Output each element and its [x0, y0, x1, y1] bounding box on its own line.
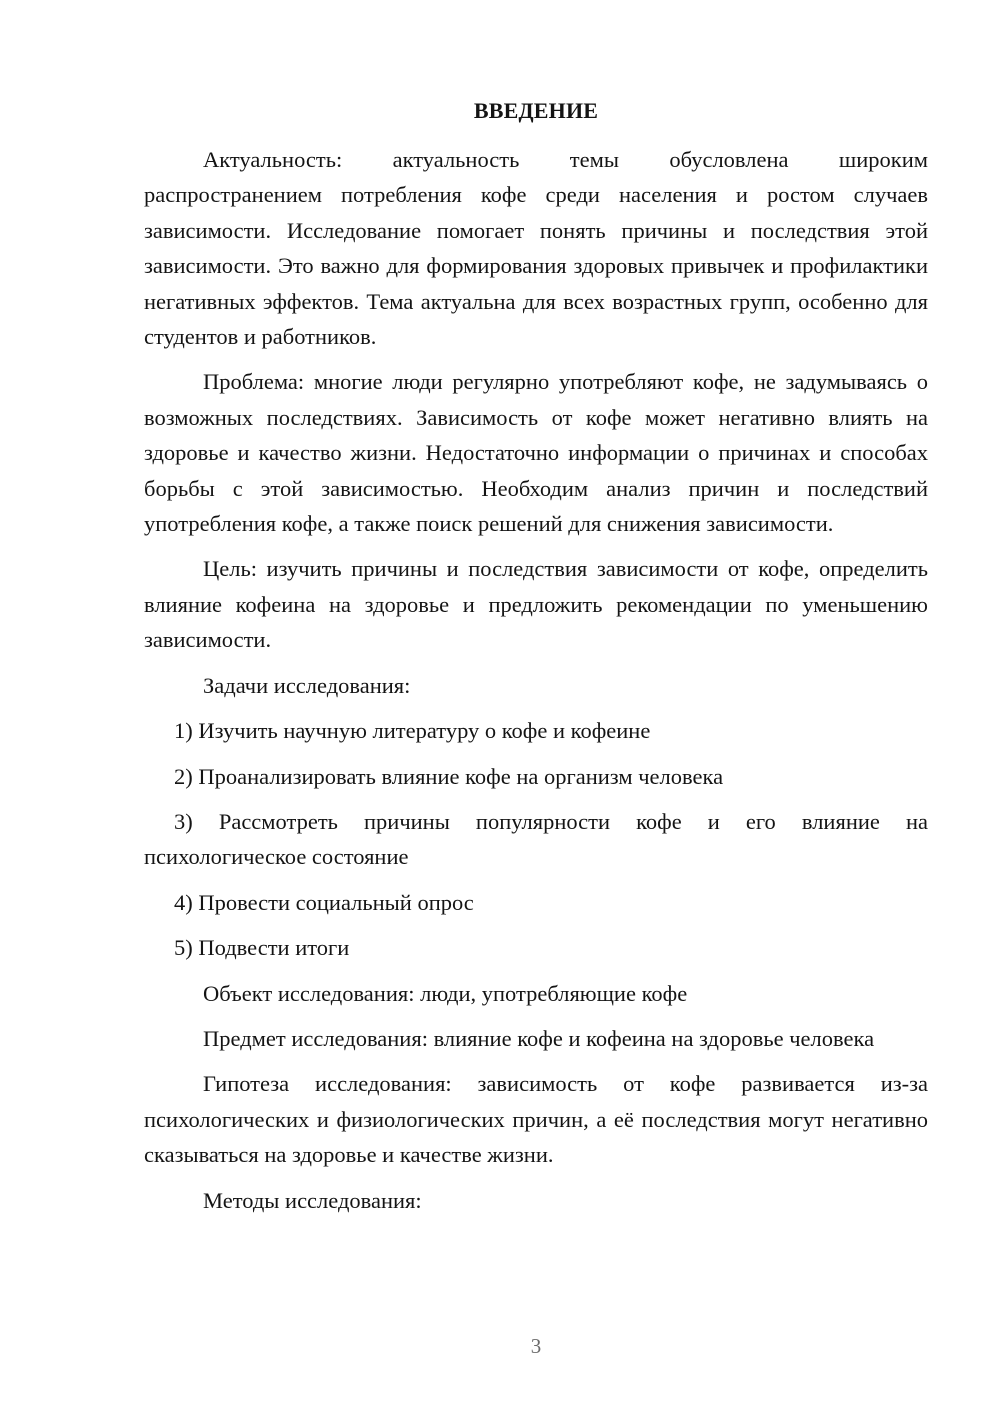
tasks-title: Задачи исследования:: [203, 672, 411, 698]
task-item-4: 4) Провести социальный опрос: [174, 889, 474, 915]
document-body: [144, 142, 928, 1218]
paragraph-subject: Предмет исследования: влияние кофе и кофеина на здоровье человека: [203, 1025, 875, 1051]
page-number: 3: [530, 1334, 542, 1358]
methods-title: Методы исследования:: [203, 1187, 422, 1213]
page-title: ВВЕДЕНИЕ: [473, 98, 599, 123]
paragraph-goal: Цель: изучить причины и последствия зависимости от кофе, определить влияние кофеина на здоровье и предложить рекомендации по уменьшению зависимости.: [144, 556, 928, 653]
paragraph-relevance: Актуальность: актуальность темы обусловлена широким распространением потребления кофе среди населения и ростом случаев зависимости. Исследование помогает понять причины и последствия этой зависимости. Это важно для формирования здоровых привычек и профилактики негативных эффектов. Тема актуальна для всех возрастных групп, особенно для студентов и работников.: [144, 147, 928, 350]
task-item-2: 2) Проанализировать влияние кофе на организм человека: [174, 763, 724, 789]
task-item-1: 1) Изучить научную литературу о кофе и кофеине: [174, 718, 651, 744]
task-item-3: 3) Рассмотреть причины популярности кофе и его влияние на психологическое состояние: [144, 808, 928, 870]
paragraph-object: Объект исследования: люди, употребляющие кофе: [203, 980, 688, 1006]
task-item-5: 5) Подвести итоги: [174, 935, 350, 961]
paragraph-hypothesis: Гипотеза исследования: зависимость от кофе развивается из-за психологических и физиологических причин, а её последствия могут негативно сказываться на здоровье и качестве жизни.: [144, 1071, 928, 1168]
paragraph-problem: Проблема: многие люди регулярно употребляют кофе, не задумываясь о возможных последствиях. Зависимость от кофе может негативно влиять на здоровье и качество жизни. Недостаточно информации о причинах и способах борьбы с этой зависимостью. Необходим анализ причин и последствий употребления кофе, а также поиск решений для снижения зависимости.: [144, 369, 928, 537]
